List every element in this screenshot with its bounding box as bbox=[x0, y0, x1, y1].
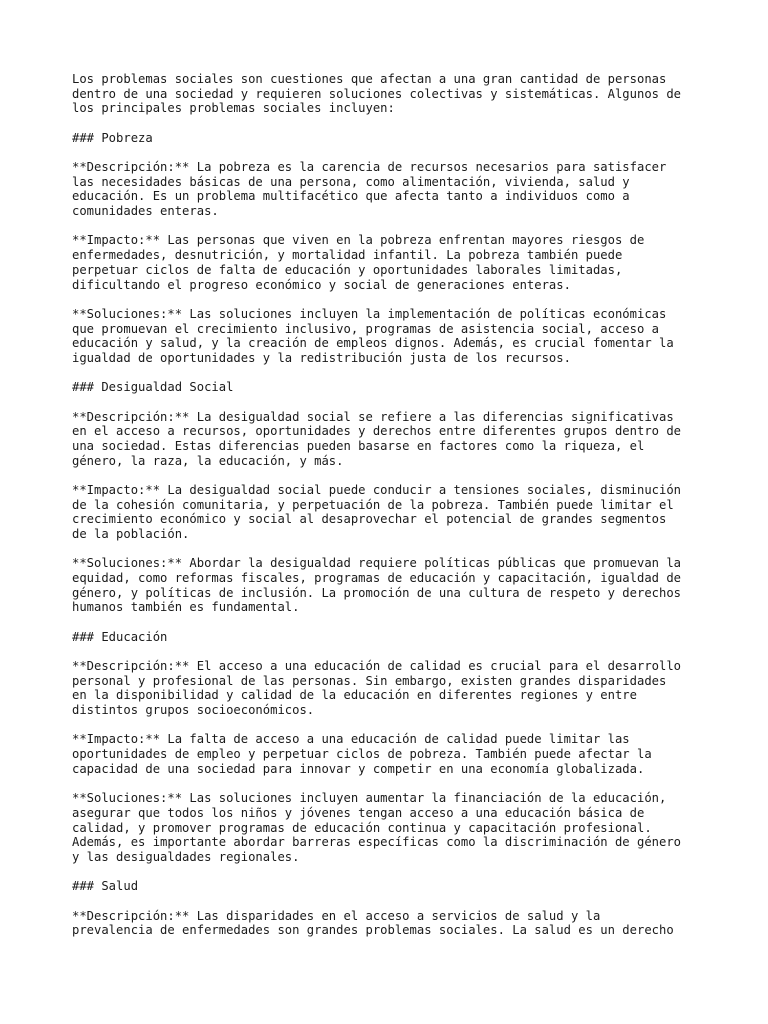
text-line: Además, es importante abordar barreras específicas como la discriminación de género bbox=[72, 835, 682, 850]
text-line: **Soluciones:** Abordar la desigualdad requiere políticas públicas que promuevan la bbox=[72, 556, 682, 571]
text-line: calidad, y promover programas de educación continua y capacitación profesional. bbox=[72, 820, 652, 835]
text-line: las necesidades básicas de una persona, como alimentación, vivienda, salud y bbox=[72, 174, 630, 189]
text-line: dentro de una sociedad y requieren soluciones colectivas y sistemáticas. Algunos de bbox=[72, 86, 682, 101]
text-line: una sociedad. Estas diferencias pueden basarse en factores como la riqueza, el bbox=[72, 438, 645, 453]
desigualdad-soluciones-paragraph bbox=[72, 556, 712, 615]
heading-desigualdad-social bbox=[72, 380, 712, 395]
text-line: **Soluciones:** Las soluciones incluyen la implementación de políticas económicas bbox=[72, 306, 667, 321]
text-line: en la disponibilidad y calidad de la educación en diferentes regiones y entre bbox=[72, 688, 637, 703]
text-line: dificultando el progreso económico y social de generaciones enteras. bbox=[72, 277, 571, 292]
text-line: en el acceso a recursos, oportunidades y derechos entre diferentes grupos dentro de bbox=[72, 424, 682, 439]
text-line: enfermedades, desnutrición, y mortalidad infantil. La pobreza también puede bbox=[72, 248, 623, 263]
text-line: **Impacto:** La falta de acceso a una educación de calidad puede limitar las bbox=[72, 732, 630, 747]
text-line: género, y políticas de inclusión. La promoción de una cultura de respeto y derechos bbox=[72, 585, 682, 600]
text-line: de la población. bbox=[72, 527, 190, 542]
text-line: de la cohesión comunitaria, y perpetuación de la pobreza. También puede limitar el bbox=[72, 497, 674, 512]
text-line: humanos también es fundamental. bbox=[72, 600, 300, 615]
text-line: igualdad de oportunidades y la redistribución justa de los recursos. bbox=[72, 350, 571, 365]
text-line: **Descripción:** La pobreza es la carencia de recursos necesarios para satisfacer bbox=[72, 160, 667, 174]
text-line: los principales problemas sociales incluyen: bbox=[72, 101, 395, 116]
text-line: distintos grupos socioeconómicos. bbox=[72, 703, 315, 718]
text-line: capacidad de una sociedad para innovar y competir en una economía globalizada. bbox=[72, 761, 645, 776]
pobreza-descripcion-paragraph bbox=[72, 160, 712, 219]
text-line: prevalencia de enfermedades son grandes problemas sociales. La salud es un derecho bbox=[72, 923, 674, 938]
text-line: **Descripción:** Las disparidades en el acceso a servicios de salud y la bbox=[72, 908, 601, 923]
pobreza-soluciones-paragraph bbox=[72, 307, 712, 366]
text-line: **Impacto:** Las personas que viven en la pobreza enfrentan mayores riesgos de bbox=[72, 233, 645, 248]
heading-salud bbox=[72, 879, 712, 894]
educacion-soluciones-paragraph bbox=[72, 791, 712, 865]
text-line: oportunidades de empleo y perpetuar ciclos de pobreza. También puede afectar la bbox=[72, 747, 652, 762]
desigualdad-descripcion-paragraph bbox=[72, 410, 712, 469]
text-line: asegurar que todos los niños y jóvenes tengan acceso a una educación básica de bbox=[72, 805, 645, 820]
text-line: **Soluciones:** Las soluciones incluyen aumentar la financiación de la educación, bbox=[72, 791, 667, 806]
text-line: género, la raza, la educación, y más. bbox=[72, 453, 344, 468]
heading-pobreza bbox=[72, 131, 712, 146]
document-page bbox=[72, 72, 712, 953]
text-line: **Descripción:** El acceso a una educación de calidad es crucial para el desarrollo bbox=[72, 659, 682, 674]
text-line: educación y salud, y la creación de empleos dignos. Además, es crucial fomentar la bbox=[72, 336, 674, 351]
heading-line: ### Pobreza bbox=[72, 130, 153, 145]
text-line: **Descripción:** La desigualdad social se refiere a las diferencias significativas bbox=[72, 409, 674, 424]
text-line: **Impacto:** La desigualdad social puede conducir a tensiones sociales, disminución bbox=[72, 482, 682, 497]
intro-paragraph bbox=[72, 72, 712, 116]
heading-educacion bbox=[72, 630, 712, 645]
text-line: equidad, como reformas fiscales, programas de educación y capacitación, igualdad de bbox=[72, 571, 682, 586]
text-line: y las desigualdades regionales. bbox=[72, 849, 300, 864]
heading-line: ### Desigualdad Social bbox=[72, 380, 234, 395]
salud-descripcion-paragraph bbox=[72, 909, 712, 938]
text-line: perpetuar ciclos de falta de educación y oportunidades laborales limitadas, bbox=[72, 262, 623, 277]
text-line: educación. Es un problema multifacético que afecta tanto a individuos como a bbox=[72, 189, 630, 204]
heading-line: ### Salud bbox=[72, 879, 139, 894]
text-line: que promuevan el crecimiento inclusivo, programas de asistencia social, acceso a bbox=[72, 321, 659, 336]
desigualdad-impacto-paragraph bbox=[72, 483, 712, 542]
pobreza-impacto-paragraph bbox=[72, 233, 712, 292]
educacion-descripcion-paragraph bbox=[72, 659, 712, 718]
text-line: personal y profesional de las personas. Sin embargo, existen grandes disparidades bbox=[72, 673, 667, 688]
text-line: comunidades enteras. bbox=[72, 204, 219, 219]
text-line: crecimiento económico y social al desaprovechar el potencial de grandes segmentos bbox=[72, 512, 667, 527]
educacion-impacto-paragraph bbox=[72, 732, 712, 776]
text-line: Los problemas sociales son cuestiones que afectan a una gran cantidad de personas bbox=[72, 72, 667, 86]
heading-line: ### Educación bbox=[72, 629, 168, 644]
